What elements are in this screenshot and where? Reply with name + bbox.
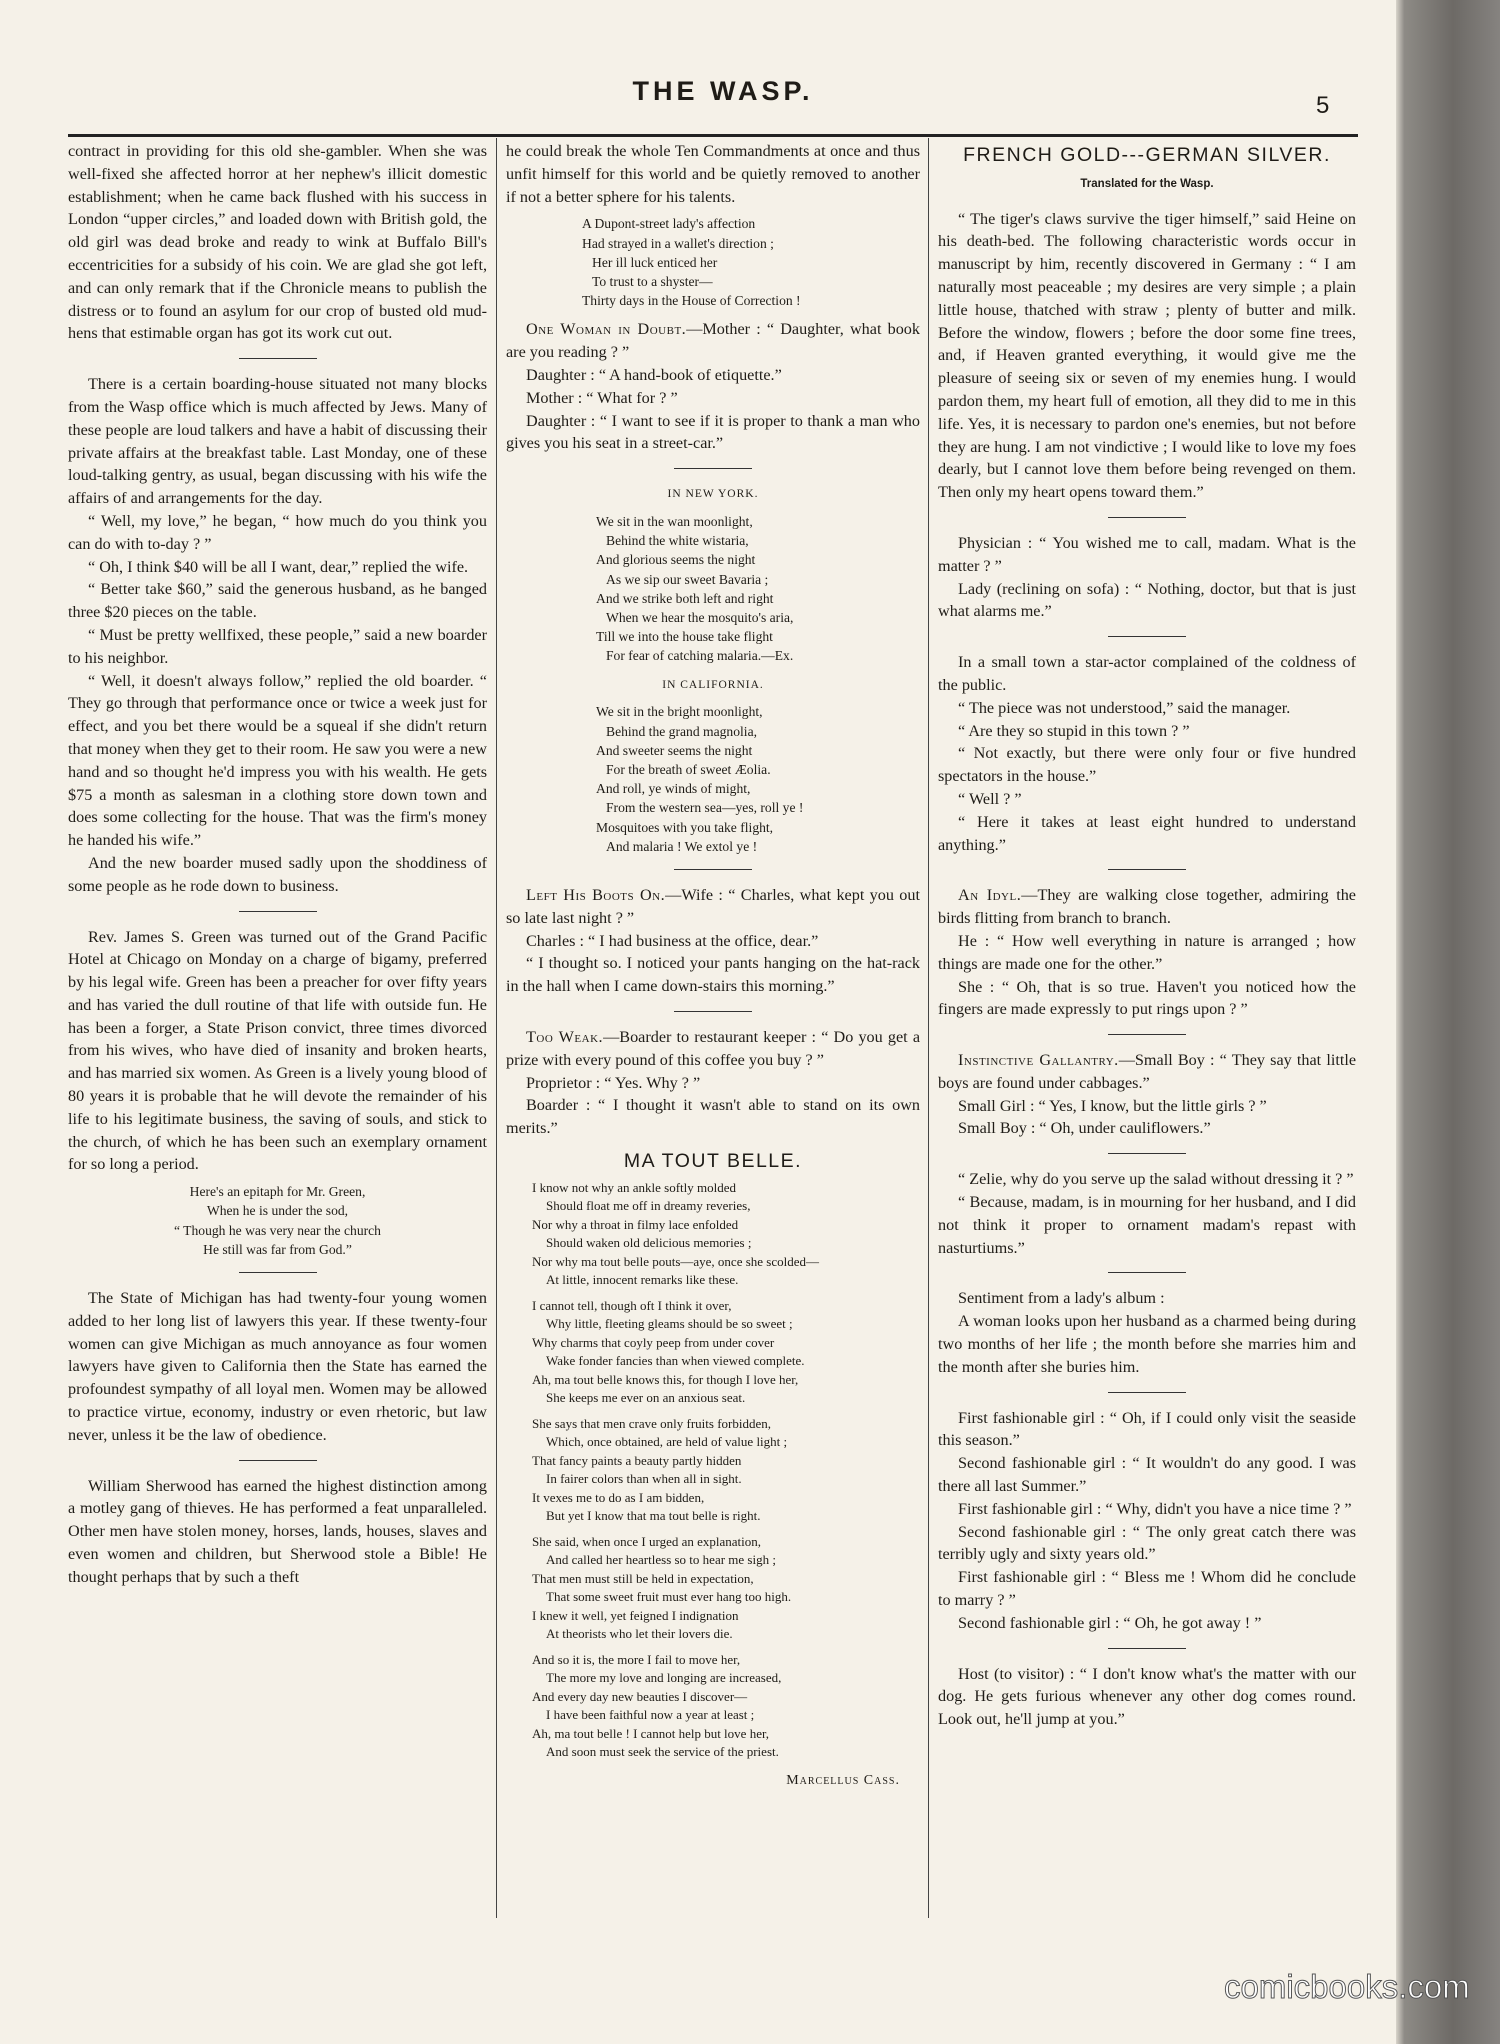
poem-line: She keeps me ever on an anxious seat. xyxy=(546,1390,746,1406)
poem-line: Which, once obtained, are held of value light ; xyxy=(546,1434,788,1450)
dialogue-line: “ The piece was not understood,” said the manager. xyxy=(958,698,1291,717)
verse-line: For fear of catching malaria.—Ex. xyxy=(606,648,794,664)
article-paragraph: he could break the whole Ten Commandments at once and thus unfit himself for this world and be quietly removed to another if not a better sphere for his talents. xyxy=(506,142,920,206)
poem-signature: Marcellus Cass. xyxy=(786,1772,900,1788)
poem-line: I knew it well, yet feigned I indignation xyxy=(532,1607,739,1623)
divider xyxy=(674,869,752,870)
divider xyxy=(1108,636,1186,637)
poem-line: Ah, ma tout belle ! I cannot help but love her, xyxy=(532,1725,770,1741)
verse-line: A Dupont-street lady's affection xyxy=(582,216,756,232)
article-paragraph: “ The tiger's claws survive the tiger himself,” said Heine on his death-bed. The following characteristic words occur in manuscript by him, recently discovered in Germany : “ I am naturally most peaceable ; my desires are very simple ; a plain little house, thatched with straw ; plenty of butter and milk. Before the window, flowers ; before the door some fine trees, and, if Heaven granted everything, it would give me the pleasure of seeing six or seven of my enemies hung. I would pardon them, my heart full of emotion, all they did to me in this life. Yes, it is necessary to pardon one's enemies, but not before they are hung. I am not vindictive ; I would like to love my foes dearly, but I cannot love them before being revenged on them. Then only my heart opens toward them.” xyxy=(938,209,1356,502)
dialogue-line: He : “ How well everything in nature is arranged ; how things are made one for the other.” xyxy=(938,931,1356,973)
dialogue-line: Mother : “ What for ? ” xyxy=(526,388,678,407)
verse-line: Thirty days in the House of Correction ! xyxy=(582,293,801,309)
verse-line: From the western sea—yes, roll ye ! xyxy=(606,800,804,816)
dialogue-line: Daughter : “ I want to see if it is proper to thank a man who gives you his seat in a street-car.” xyxy=(506,411,920,453)
column-3 xyxy=(938,140,1356,1731)
verse-line: As we sip our sweet Bavaria ; xyxy=(606,571,769,587)
poem-line: It vexes me to do as I am bidden, xyxy=(532,1489,705,1505)
verse-line: Behind the white wistaria, xyxy=(606,533,749,549)
verse-line: Had strayed in a wallet's direction ; xyxy=(582,235,774,251)
article-paragraph: Rev. James S. Green was turned out of the Grand Pacific Hotel at Chicago on Monday on a charge of bigamy, preferred by his legal wife. Green has been a preacher for over fifty years and has varied the dull routine of that life with outside fun. He has been a forger, a State Prison convict, three times divorced from his wives, who have died of insanity and broken hearts, and has married six women. As Green is a lively young blood of 80 years it is probable that he will devote the remainder of his life to his legitimate business, the saving of souls, and stick to the church, of which he has been such an exemplary ornament for so long a period. xyxy=(68,927,487,1174)
verse-line: For the breath of sweet Æolia. xyxy=(606,762,771,778)
dialogue-line: —Boarder to restaurant keeper : “ Do you get a prize with every pound of this coffee you buy ? ” xyxy=(506,1028,920,1069)
article-paragraph: contract in providing for this old she-gambler. When she was well-fixed she affected horror at her nephew's illicit domestic establishment; when he came back flushed with his success in London “upper circles,” and loaded down with British gold, the old girl was dead broke and ready to wink at Buffalo Bill's eccentricities for a subsidy of his coin. We are glad she got left, and can only remark that if the Chronicle means to publish the distress or to found an asylum for our crop of busted old mud-hens that estimable organ has got its work cut out. xyxy=(68,142,487,343)
poem-line: That men must still be held in expectation, xyxy=(532,1570,754,1586)
new-york-verse xyxy=(506,512,920,666)
dialogue-line: “ Here it takes at least eight hundred to understand anything.” xyxy=(938,812,1356,854)
column-rule-2 xyxy=(928,138,929,1918)
poem xyxy=(506,1179,920,1762)
column-1 xyxy=(68,140,487,1589)
verse-line: When he is under the sod, xyxy=(206,1203,349,1219)
item-heading: Instinctive Gallantry. xyxy=(958,1051,1119,1070)
divider xyxy=(1108,869,1186,870)
dialogue-line: “ I thought so. I noticed your pants hanging on the hat-rack in the hall when I came down-stairs this morning.” xyxy=(506,954,920,996)
dialogue-line: First fashionable girl : “ Why, didn't you have a nice time ? ” xyxy=(958,1499,1352,1518)
poem-line: Nor why a throat in filmy lace enfolded xyxy=(532,1216,739,1232)
masthead: THE WASP. xyxy=(632,76,814,106)
article-paragraph: “ Better take $60,” said the generous husband, as he banged three $20 pieces on the table. xyxy=(68,580,487,622)
verse-line: And sweeter seems the night xyxy=(596,742,753,758)
dialogue-line: First fashionable girl : “ Bless me ! Whom did he conclude to marry ? ” xyxy=(938,1568,1356,1610)
dialogue-line: “ Not exactly, but there were only four or five hundred spectators in the house.” xyxy=(938,744,1356,786)
header-rule xyxy=(68,134,1358,137)
article-paragraph: The State of Michigan has had twenty-four young women added to her long list of lawyers this year. If these twenty-four women can give Michigan as much annoyance as four women lawyers have given to California then the State has earned the profoundest sympathy of all loyal men. Women may be allowed to practice virtue, economy, industry or even rhetoric, but law never, unless it be the law of obedience. xyxy=(68,1289,487,1444)
epitaph-verse xyxy=(68,1182,487,1259)
article-paragraph: “ Well, it doesn't always follow,” replied the old boarder. “ They go through that performance once or twice a week just for effect, and you bet there would be a squeal if she didn't return that money when they get to their room. He saw you were a new hand and so thought he'd impress you with his wealth. He gets $75 a month as salesman in a clothing store down town and does some collecting for the house. That was the firm's money he handed his wife.” xyxy=(68,671,487,850)
divider xyxy=(674,468,752,469)
divider xyxy=(1108,1392,1186,1393)
dialogue-line: Charles : “ I had business at the office, dear.” xyxy=(526,931,819,950)
item-heading: Left His Boots On. xyxy=(526,886,666,905)
poem-line: She said, when once I urged an explanation, xyxy=(532,1533,761,1549)
poem-line: That some sweet fruit must ever hang too high. xyxy=(546,1589,792,1605)
divider xyxy=(1108,517,1186,518)
poem-line: I have been faithful now a year at least ; xyxy=(546,1707,755,1723)
verse-line: He still was far from God.” xyxy=(203,1241,352,1257)
article-paragraph: Sentiment from a lady's album : xyxy=(958,1289,1165,1308)
verse-line: Behind the grand magnolia, xyxy=(606,723,758,739)
divider xyxy=(1108,1034,1186,1035)
poem-line: Why charms that coyly peep from under cover xyxy=(532,1334,775,1350)
poem-line: And every day new beauties I discover— xyxy=(532,1688,748,1704)
divider xyxy=(239,1272,317,1273)
poem-line: Why little, fleeting gleams should be so sweet ; xyxy=(546,1316,793,1332)
poem-line: Should float me off in dreamy reveries, xyxy=(546,1198,751,1214)
divider xyxy=(239,358,317,359)
dialogue-line: Daughter : “ A hand-book of etiquette.” xyxy=(526,366,782,384)
verse-line: Here's an epitaph for Mr. Green, xyxy=(189,1184,366,1200)
dialogue-line: —Wife : “ Charles, what kept you out so late last night ? ” xyxy=(506,886,920,927)
poem-line: And soon must seek the service of the priest. xyxy=(546,1744,779,1760)
dialogue-line: Proprietor : “ Yes. Why ? ” xyxy=(526,1073,701,1092)
verse-line: “ Though he was very near the church xyxy=(174,1222,381,1238)
item-heading: An Idyl. xyxy=(958,886,1022,905)
dialogue-line: Boarder : “ I thought it wasn't able to stand on its own merits.” xyxy=(506,1096,920,1138)
divider xyxy=(1108,1648,1186,1649)
poem-line: But yet I know that ma tout belle is right. xyxy=(546,1508,761,1524)
divider xyxy=(1108,1153,1186,1154)
dialogue-line: Second fashionable girl : “ It wouldn't do any good. I was there all last Summer.” xyxy=(938,1454,1356,1496)
binding-shadow xyxy=(1396,0,1500,2044)
verse-line: Till we into the house take flight xyxy=(596,629,773,645)
article-subtitle: Translated for the Wasp. xyxy=(1080,177,1214,190)
dialogue-line: —Small Boy : “ They say that little boys are found under cabbages.” xyxy=(938,1051,1357,1092)
poem-line: Nor why ma tout belle pouts—aye, once she scolded— xyxy=(532,1253,820,1269)
poem-line: The more my love and longing are increased, xyxy=(546,1670,782,1686)
dialogue-line: First fashionable girl : “ Oh, if I could only visit the seaside this season.” xyxy=(938,1408,1356,1450)
dialogue-line: “ Because, madam, is in mourning for her husband, and I did not think it proper to ornament madam's repast with nasturtiums.” xyxy=(938,1193,1356,1257)
item-heading: Too Weak. xyxy=(526,1028,604,1047)
article-paragraph: “ Well, my love,” he began, “ how much do you think you can do with to-day ? ” xyxy=(68,511,487,553)
article-paragraph: “ Must be pretty wellfixed, these people,” said a new boarder to his neighbor. xyxy=(68,625,487,667)
poem-line: I know not why an ankle softly molded xyxy=(532,1179,736,1195)
dialogue-line: She : “ Oh, that is so true. Haven't you noticed how the fingers are made expressly to put rings upon ? ” xyxy=(938,977,1356,1019)
column-2 xyxy=(506,140,920,1793)
dupont-verse xyxy=(506,214,920,310)
dialogue-line: Lady (reclining on sofa) : “ Nothing, doctor, but that is just what alarms me.” xyxy=(938,579,1356,621)
poem-line: In fairer colors than when all in sight. xyxy=(546,1471,742,1487)
site-watermark: comicbooks.com xyxy=(1224,1968,1470,2005)
dialogue-line: “ Well ? ” xyxy=(958,789,1022,808)
verse-line: We sit in the wan moonlight, xyxy=(596,513,753,529)
article-title: FRENCH GOLD---GERMAN SILVER. xyxy=(963,144,1331,166)
verse-line: We sit in the bright moonlight, xyxy=(596,704,763,720)
dialogue-line: —They are walking close together, admiring the birds flitting from branch to branch. xyxy=(938,886,1356,928)
page-number: 5 xyxy=(1316,92,1330,119)
article-paragraph: “ Oh, I think $40 will be all I want, dear,” replied the wife. xyxy=(88,557,469,576)
dialogue-line: Small Girl : “ Yes, I know, but the little girls ? ” xyxy=(958,1096,1267,1115)
item-heading: One Woman in Doubt. xyxy=(526,320,687,339)
dialogue-line: Physician : “ You wished me to call, madam. What is the matter ? ” xyxy=(938,533,1356,575)
verse-line: Mosquitoes with you take flight, xyxy=(596,819,774,835)
poem-line: Ah, ma tout belle knows this, for though I love her, xyxy=(532,1371,799,1387)
dialogue-line: Second fashionable girl : “ The only great catch there was terribly ugly and sixty years old.” xyxy=(938,1522,1356,1564)
article-paragraph: There is a certain boarding-house situated not many blocks from the Wasp office which is much affected by Jews. Many of these people are loud talkers and have a habit of discussing their private affairs at the breakfast table. Last Monday, one of these loud-talking gentry, as usual, began discussing with his wife the affairs of and arrangements for the day. xyxy=(68,375,487,508)
poem-line: That fancy paints a beauty partly hidden xyxy=(532,1452,742,1468)
verse-line: Her ill luck enticed her xyxy=(592,254,718,270)
dialogue-line: Second fashionable girl : “ Oh, he got away ! ” xyxy=(958,1613,1262,1632)
poem-line: I cannot tell, though oft I think it over, xyxy=(532,1297,732,1313)
poem-line: At theorists who let their lovers die. xyxy=(546,1626,733,1642)
poem-line: At little, innocent remarks like these. xyxy=(546,1272,739,1288)
verse-line: To trust to a shyster— xyxy=(592,274,713,289)
dialogue-line: “ Zelie, why do you serve up the salad without dressing it ? ” xyxy=(958,1170,1354,1189)
california-verse xyxy=(506,702,920,856)
dialogue-line: In a small town a star-actor complained of the coldness of the public. xyxy=(938,653,1356,694)
poem-line: She says that men crave only fruits forbidden, xyxy=(532,1415,771,1431)
verse-heading: IN NEW YORK. xyxy=(667,488,759,501)
dialogue-line: Small Boy : “ Oh, under cauliflowers.” xyxy=(958,1119,1211,1138)
dialogue-line: Host (to visitor) : “ I don't know what's the matter with our dog. He gets furious whenever any other dog comes round. Look out, he'll jump at you.” xyxy=(938,1664,1356,1729)
poem-line: And so it is, the more I fail to move her, xyxy=(532,1651,741,1667)
verse-heading: IN CALIFORNIA. xyxy=(662,678,764,691)
poem-line: Should waken old delicious memories ; xyxy=(546,1235,752,1251)
dialogue-line: “ Are they so stupid in this town ? ” xyxy=(958,721,1190,740)
article-paragraph: William Sherwood has earned the highest distinction among a motley gang of thieves. He has performed a feat unparalleled. Other men have stolen money, horses, lands, houses, slaves and even women and children, but Sherwood stole a Bible! He thought perhaps that by such a theft xyxy=(68,1476,487,1586)
divider xyxy=(239,911,317,912)
divider xyxy=(1108,1272,1186,1273)
poem-line: And called her heartless so to hear me sigh ; xyxy=(546,1552,776,1568)
poem-title: MA TOUT BELLE. xyxy=(623,1150,803,1172)
dialogue-line: —Mother : “ Daughter, what book are you reading ? ” xyxy=(506,320,920,362)
verse-line: And roll, ye winds of might, xyxy=(596,781,751,797)
verse-line: And malaria ! We extol ye ! xyxy=(606,838,758,854)
column-rule-1 xyxy=(496,138,497,1918)
verse-line: When we hear the mosquito's aria, xyxy=(606,610,794,625)
verse-line: And glorious seems the night xyxy=(596,552,756,568)
divider xyxy=(239,1460,317,1461)
poem-line: Wake fonder fancies than when viewed complete. xyxy=(546,1353,805,1369)
article-paragraph: And the new boarder mused sadly upon the shoddiness of some people as he rode down to business. xyxy=(68,853,487,895)
verse-line: And we strike both left and right xyxy=(596,590,774,606)
divider xyxy=(674,1011,752,1012)
article-paragraph: A woman looks upon her husband as a charmed being during two months of her life ; the month before she marries him and the month after she buries him. xyxy=(938,1312,1356,1376)
